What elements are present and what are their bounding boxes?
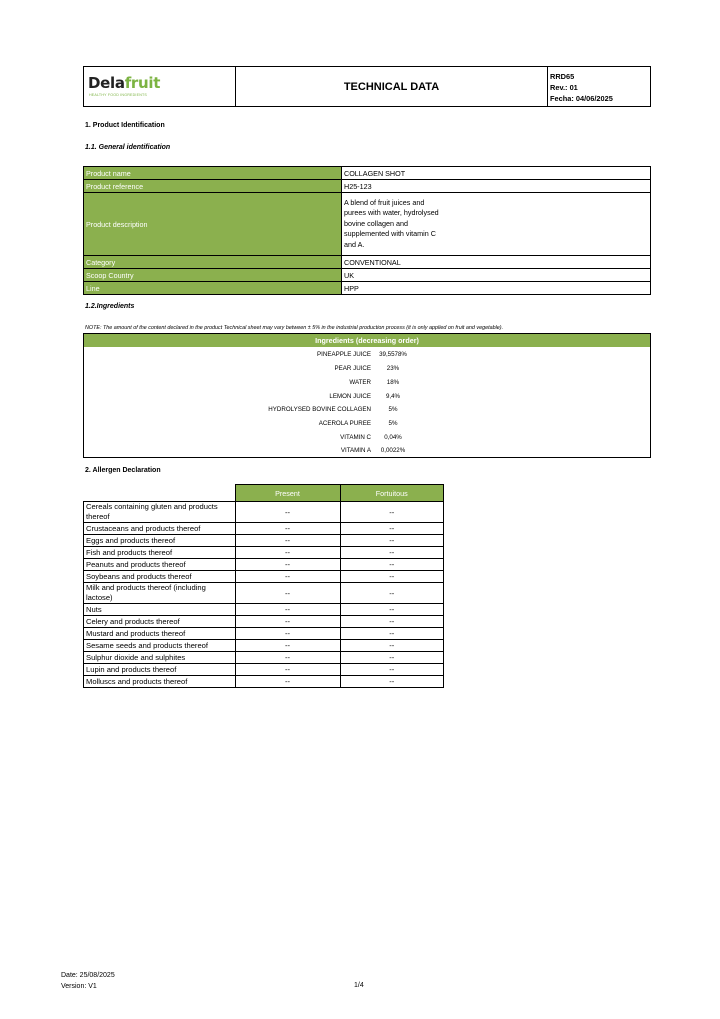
allergen-fortuitous: -- <box>340 571 444 583</box>
row-value: CONVENTIONAL <box>342 256 651 269</box>
allergen-fortuitous: -- <box>340 535 444 547</box>
allergen-present: -- <box>235 547 340 559</box>
table-row <box>84 652 444 664</box>
footer-version: Version: V1 <box>61 983 97 990</box>
allergen-present: -- <box>235 652 340 664</box>
table-row <box>84 269 651 282</box>
table-row <box>84 664 444 676</box>
ingredient-row <box>84 351 650 361</box>
section-title-product-identification: 1. Product Identification <box>85 122 165 129</box>
allergen-present: -- <box>235 502 340 523</box>
allergen-fortuitous: -- <box>340 583 444 604</box>
table-row <box>84 628 444 640</box>
row-label: Category <box>84 256 342 269</box>
allergen-present: -- <box>235 523 340 535</box>
table-row <box>84 571 444 583</box>
table-row <box>84 547 444 559</box>
allergen-present: -- <box>235 664 340 676</box>
allergen-fortuitous: -- <box>340 547 444 559</box>
revision: Rev.: 01 <box>550 83 578 92</box>
ingredient-row <box>84 406 650 416</box>
row-label: Product description <box>84 193 342 256</box>
allergen-name: Crustaceans and products thereof <box>84 523 236 535</box>
table-row <box>84 167 651 180</box>
row-value <box>342 193 651 256</box>
allergen-present: -- <box>235 616 340 628</box>
ingredient-percent: 0,04% <box>384 434 402 441</box>
document-header <box>83 66 651 107</box>
ingredient-percent: 5% <box>388 420 398 427</box>
ingredient-name: PEAR JUICE <box>334 365 371 372</box>
table-row <box>84 676 444 688</box>
allergen-fortuitous: -- <box>340 523 444 535</box>
ingredients-table <box>83 333 651 458</box>
allergen-name: Sulphur dioxide and sulphites <box>84 652 236 664</box>
allergen-name: Lupin and products thereof <box>84 664 236 676</box>
row-label: Product reference <box>84 180 342 193</box>
table-row <box>84 583 444 604</box>
ingredient-percent: 23% <box>386 365 400 372</box>
table-row <box>84 193 651 256</box>
ingredients-header: Ingredients (decreasing order) <box>84 334 650 347</box>
ingredient-row <box>84 379 650 389</box>
allergen-present: -- <box>235 676 340 688</box>
allergen-fortuitous: -- <box>340 502 444 523</box>
company-logo: Delafruit <box>88 74 161 92</box>
ingredient-name: PINEAPPLE JUICE <box>317 351 371 358</box>
column-fortuitous: Fortuitous <box>340 485 444 502</box>
ingredient-row <box>84 393 650 403</box>
ingredient-name: VITAMIN C <box>340 434 371 441</box>
table-row <box>84 616 444 628</box>
row-label: Product name <box>84 167 342 180</box>
allergen-fortuitous: -- <box>340 559 444 571</box>
logo-tagline: HEALTHY FOOD INGREDIENTS <box>89 93 147 97</box>
allergen-name: Peanuts and products thereof <box>84 559 236 571</box>
ingredient-percent: 39,5578% <box>379 351 407 358</box>
document-code: RRD65 <box>550 72 575 81</box>
table-row <box>84 282 651 295</box>
row-value: H25-123 <box>342 180 651 193</box>
issue-date: Fecha: 04/06/2025 <box>550 94 613 103</box>
ingredient-name: VITAMIN A <box>340 447 371 454</box>
table-row <box>84 535 444 547</box>
allergen-name: Fish and products thereof <box>84 547 236 559</box>
ingredient-name: ACEROLA PUREE <box>318 420 371 427</box>
subsection-ingredients: 1.2.Ingredients <box>85 303 135 310</box>
ingredient-percent: 9,4% <box>385 393 401 400</box>
table-row <box>84 559 444 571</box>
table-row <box>84 502 444 523</box>
row-label: Scoop Country <box>84 269 342 282</box>
table-row <box>84 523 444 535</box>
table-row <box>84 604 444 616</box>
ingredient-name: WATER <box>349 379 371 386</box>
row-value: COLLAGEN SHOT <box>342 167 651 180</box>
allergen-fortuitous: -- <box>340 676 444 688</box>
page-number: 1/4 <box>354 982 364 989</box>
document-meta <box>548 67 650 106</box>
ingredient-name: LEMON JUICE <box>329 393 371 400</box>
allergen-fortuitous: -- <box>340 616 444 628</box>
ingredient-row <box>84 365 650 375</box>
section-title-allergens: 2. Allergen Declaration <box>85 467 161 474</box>
allergen-fortuitous: -- <box>340 652 444 664</box>
allergen-present: -- <box>235 535 340 547</box>
allergen-name: Sesame seeds and products thereof <box>84 640 236 652</box>
allergen-header-row <box>84 485 444 502</box>
allergen-name: Celery and products thereof <box>84 616 236 628</box>
ingredient-row <box>84 434 650 444</box>
allergen-present: -- <box>235 571 340 583</box>
table-row <box>84 180 651 193</box>
allergen-name: Soybeans and products thereof <box>84 571 236 583</box>
allergen-present: -- <box>235 604 340 616</box>
footer-date: Date: 25/08/2025 <box>61 972 115 979</box>
allergen-fortuitous: -- <box>340 640 444 652</box>
ingredients-note: NOTE: The amount of the content declared in the product Technical sheet may vary between ± 5% in the industrial production process (it is only applied on fruit and vegetable). <box>85 325 504 331</box>
ingredient-row <box>84 447 650 457</box>
allergen-name: Milk and products thereof (including lactose) <box>84 583 236 604</box>
table-row <box>84 640 444 652</box>
product-description-text: A blend of fruit juices and purees with water, hydrolysed bovine collagen and supplemented with vitamin C and A. <box>344 197 439 249</box>
ingredient-name: HYDROLYSED BOVINE COLLAGEN <box>268 406 371 413</box>
subsection-general-identification: 1.1. General identification <box>85 144 171 151</box>
column-present: Present <box>235 485 340 502</box>
header-blank <box>84 485 236 502</box>
ingredient-percent: 5% <box>388 406 398 413</box>
allergen-fortuitous: -- <box>340 664 444 676</box>
allergen-present: -- <box>235 559 340 571</box>
allergen-fortuitous: -- <box>340 604 444 616</box>
ingredient-row <box>84 420 650 430</box>
ingredient-percent: 18% <box>386 379 400 386</box>
row-value: UK <box>342 269 651 282</box>
allergen-present: -- <box>235 640 340 652</box>
allergen-present: -- <box>235 628 340 640</box>
general-identification-table <box>83 166 651 295</box>
allergen-fortuitous: -- <box>340 628 444 640</box>
row-label: Line <box>84 282 342 295</box>
row-value: HPP <box>342 282 651 295</box>
ingredient-percent: 0,0022% <box>380 447 406 454</box>
allergen-name: Cereals containing gluten and products thereof <box>84 502 236 523</box>
table-row <box>84 256 651 269</box>
allergen-name: Molluscs and products thereof <box>84 676 236 688</box>
allergen-table <box>83 484 444 688</box>
allergen-present: -- <box>235 583 340 604</box>
allergen-name: Eggs and products thereof <box>84 535 236 547</box>
document-title: TECHNICAL DATA <box>236 67 548 106</box>
allergen-name: Mustard and products thereof <box>84 628 236 640</box>
allergen-name: Nuts <box>84 604 236 616</box>
logo-cell <box>84 67 236 106</box>
